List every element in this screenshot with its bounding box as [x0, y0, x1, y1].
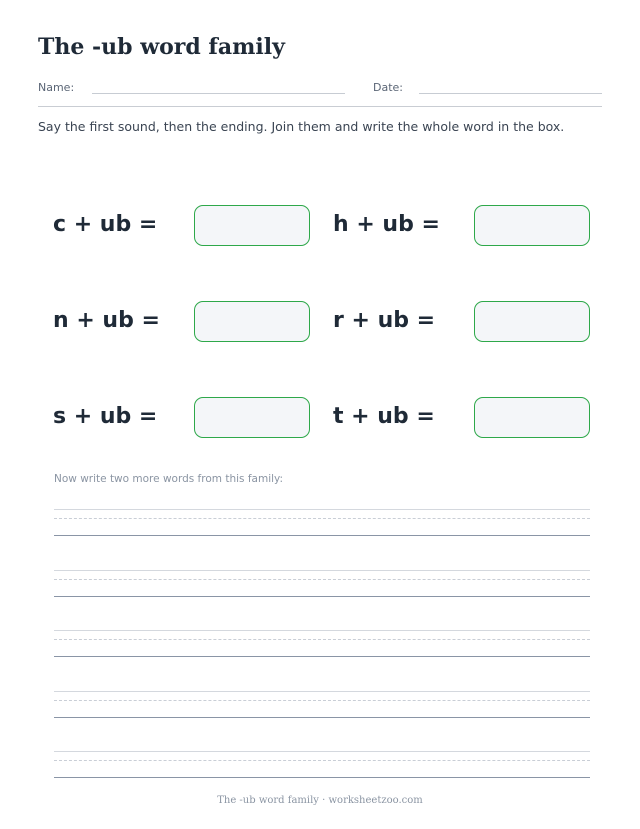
problem-6: t + ub =	[333, 404, 435, 429]
problem-4: r + ub =	[333, 308, 436, 333]
name-line[interactable]	[92, 93, 345, 94]
worksheet-title: The -ub word family	[38, 34, 285, 60]
answer-box-2[interactable]	[474, 205, 590, 246]
answer-box-6[interactable]	[474, 397, 590, 438]
answer-box-5[interactable]	[194, 397, 310, 438]
header-divider	[38, 106, 602, 107]
name-label: Name:	[38, 81, 75, 94]
instructions: Say the first sound, then the ending. Join them and write the whole word in the box.	[38, 119, 565, 134]
extra-words-prompt: Now write two more words from this family:	[54, 473, 284, 485]
problem-3: n + ub =	[53, 308, 160, 333]
problem-5: s + ub =	[53, 404, 158, 429]
date-line[interactable]	[419, 93, 602, 94]
answer-box-1[interactable]	[194, 205, 310, 246]
answer-box-4[interactable]	[474, 301, 590, 342]
problem-1: c + ub =	[53, 212, 158, 237]
date-label: Date:	[373, 81, 403, 94]
problem-2: h + ub =	[333, 212, 440, 237]
answer-box-3[interactable]	[194, 301, 310, 342]
footer: The -ub word family · worksheetzoo.com	[217, 795, 423, 806]
